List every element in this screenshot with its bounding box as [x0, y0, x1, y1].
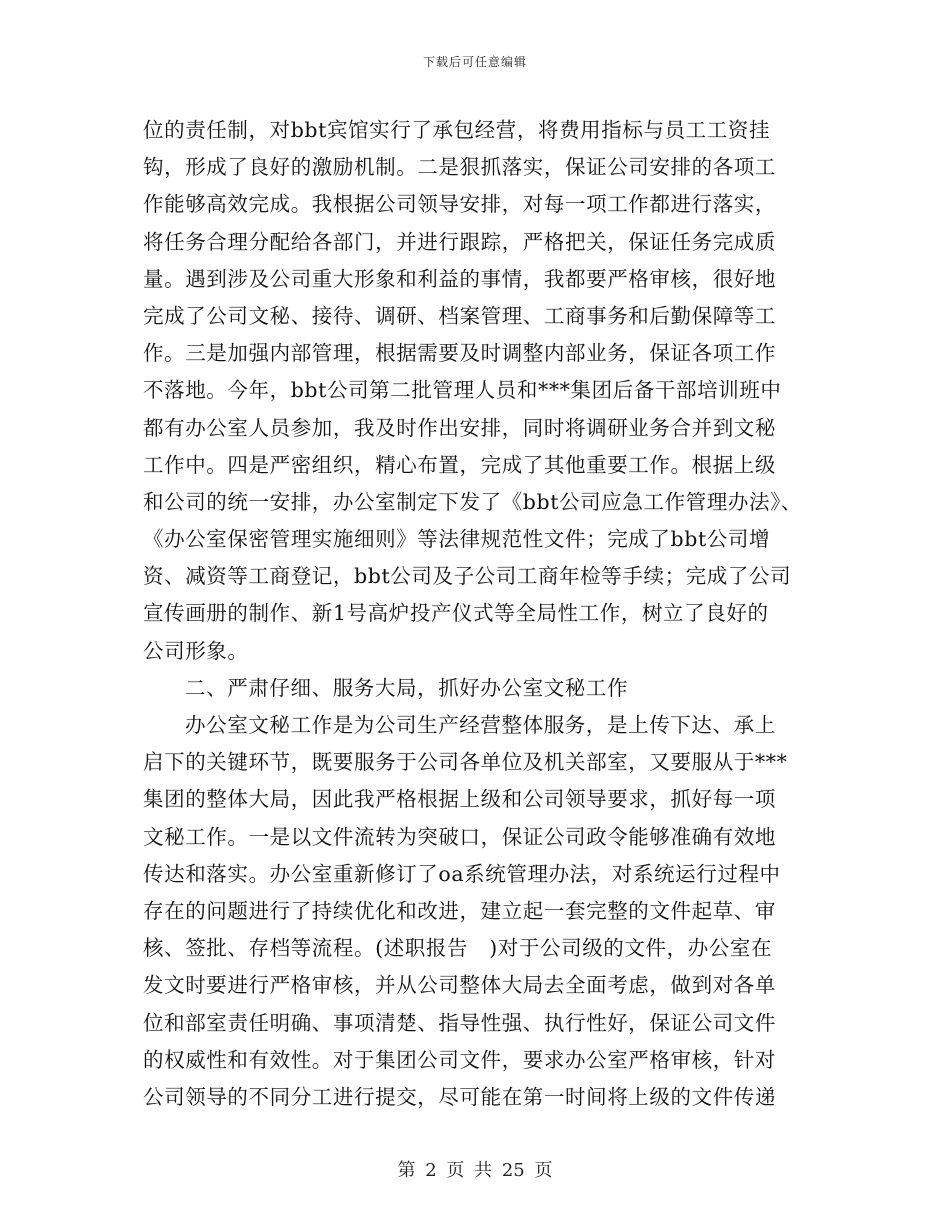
page-footer: 第 2 页 共 25 页	[397, 1160, 553, 1181]
text-line: 二、严肃仔细、服务大局，抓好办公室文秘工作	[185, 675, 629, 700]
text-line: 完成了公司文秘、接待、调研、档案管理、工商事务和后勤保障等工	[143, 303, 776, 328]
text-line: 传达和落实。办公室重新修订了oa系统管理办法，对系统运行过程中	[143, 861, 781, 886]
text-line: 量。遇到涉及公司重大形象和利益的事情，我都要严格审核，很好地	[143, 266, 776, 291]
text-line: 集团的整体大局，因此我严格根据上级和公司领导要求，抓好每一项	[143, 787, 776, 812]
text-line: 工作中。四是严密组织，精心布置，完成了其他重要工作。根据上级	[143, 452, 776, 477]
text-line: 核、签批、存档等流程。(述职报告 )对于公司级的文件，办公室在	[143, 936, 773, 961]
text-line: 位的责任制，对bbt宾馆实行了承包经营，将费用指标与员工工资挂	[143, 118, 771, 142]
text-line: 存在的问题进行了持续优化和改进，建立起一套完整的文件起草、审	[143, 898, 776, 923]
text-line: 《办公室保密管理实施细则》等法律规范性文件；完成了bbt公司增	[143, 527, 771, 552]
text-line: 发文时要进行严格审核，并从公司整体大局去全面考虑，做到对各单	[143, 973, 776, 998]
text-line: 位和部室责任明确、事项清楚、指导性强、执行性好，保证公司文件	[143, 1010, 776, 1035]
text-line: 不落地。今年，bbt公司第二批管理人员和***集团后备干部培训班中	[143, 378, 782, 403]
text-line: 和公司的统一安排，办公室制定下发了《bbt公司应急工作管理办法》、	[143, 489, 803, 514]
text-line: 资、减资等工商登记，bbt公司及子公司工商年检等手续；完成了公司	[143, 564, 792, 589]
text-line: 钩，形成了良好的激励机制。二是狠抓落实，保证公司安排的各项工	[143, 155, 776, 180]
text-line: 将任务合理分配给各部门，并进行跟踪，严格把关，保证任务完成质	[143, 229, 776, 254]
text-line: 文秘工作。一是以文件流转为突破口，保证公司政令能够准确有效地	[143, 824, 776, 849]
text-line: 作。三是加强内部管理，根据需要及时调整内部业务，保证各项工作	[143, 341, 776, 366]
text-line: 办公室文秘工作是为公司生产经营整体服务，是上传下达、承上	[185, 713, 776, 737]
page-header: 下载后可任意编辑	[422, 55, 527, 69]
text-line: 启下的关键环节，既要服务于公司各单位及机关部室，又要服从于***	[143, 750, 788, 775]
text-line: 宣传画册的制作、新1号高炉投产仪式等全局性工作，树立了良好的	[143, 601, 769, 626]
document-body	[143, 112, 823, 1116]
text-line: 作能够高效完成。我根据公司领导安排，对每一项工作都进行落实，	[143, 192, 776, 217]
text-line: 都有办公室人员参加，我及时作出安排，同时将调研业务合并到文秘	[143, 415, 776, 440]
text-line: 公司形象。	[143, 638, 249, 663]
text-line: 的权威性和有效性。对于集团公司文件，要求办公室严格审核，针对	[143, 1047, 776, 1072]
text-line: 公司领导的不同分工进行提交，尽可能在第一时间将上级的文件传递	[143, 1084, 776, 1109]
